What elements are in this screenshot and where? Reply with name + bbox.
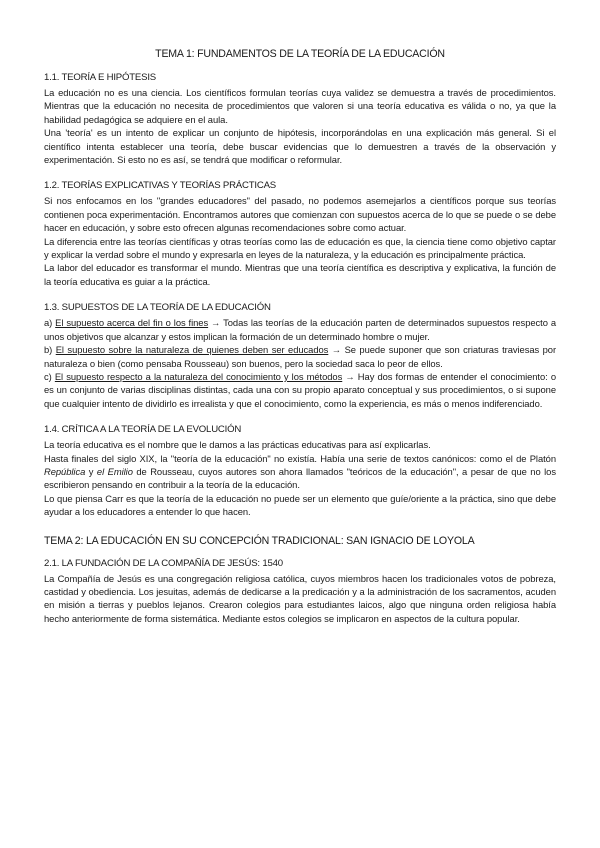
paragraph: La Compañía de Jesús es una congregación religiosa católica, cuyos miembros hacen los tradicionales votos de pobreza, castidad y obediencia. Los jesuitas, además de dedicarse a la predicación y a la administración de los sacramentos, acuden en misión a tierras y pueblos lejanos. Crearon colegios para estudiantes laicos, algo que ninguna orden religiosa había hecho anteriormente de forma sistemática. Mediante estos colegios se implicaron en aspectos de la cultura popular. [44, 572, 556, 624]
paragraph: La diferencia entre las teorías científicas y otras teorías como las de educación es que, la ciencia tiene como objetivo captar y explicar la verdad sobre el mundo y expresarla en leyes de la naturaleza, y la educación es principalmente práctica. [44, 235, 556, 261]
section-2-1-heading: 2.1. LA FUNDACIÓN DE LA COMPAÑÍA DE JESÚS: 1540 [44, 557, 283, 569]
section-1-4 [44, 424, 556, 518]
section-1-4-heading: 1.4. CRÍTICA A LA TEORÍA DE LA EVOLUCIÓN [44, 424, 242, 436]
supuesto-b-title: El supuesto sobre la naturaleza de quienes deben ser educados [55, 344, 329, 356]
tema-2-title: TEMA 2: LA EDUCACIÓN EN SU CONCEPCIÓN TRADICIONAL: SAN IGNACIO DE LOYOLA [44, 534, 475, 547]
text-run: y [85, 465, 97, 477]
supuesto-c-title: El supuesto respecto a la naturaleza del conocimiento y los métodos [54, 370, 343, 382]
paragraph: Una 'teoría' es un intento de explicar un conjunto de hipótesis, incorporándolas en una explicación más general. Si el científico intenta establecer una teoría, debe buscar evidencias que lo demuestren a través de la observación y experimentación. Si esto no es así, se tendrá que modificar o reformular. [44, 127, 556, 166]
tema-1-title: TEMA 1: FUNDAMENTOS DE LA TEORÍA DE LA EDUCACIÓN [155, 48, 445, 60]
supuesto-a-title: El supuesto acerca del fin o los fines [55, 317, 209, 329]
list-marker: b) [44, 344, 56, 356]
section-1-2-heading: 1.2. TEORÍAS EXPLICATIVAS Y TEORÍAS PRÁCTICAS [44, 180, 276, 192]
supuesto-a-text: → Todas las teorías de la educación parten de determinados supuestos respecto a unos objetivos que alcanzar y estos implican la formación de un determinado hombre o mujer. [44, 317, 556, 342]
section-1-3 [44, 302, 556, 410]
book-title-republica: República [44, 465, 86, 477]
supuesto-c-text: → Hay dos formas de entender el conocimiento: o es un conjunto de varias disciplinas distintas, cada una con su propio aparato conceptual y sus procedimientos, o si supone que cualquier intento de dividirlo es irrealista y que el conocimiento, como la experiencia, es más o menos indiferenciado. [44, 370, 556, 409]
section-1-1 [44, 72, 556, 166]
document-page [44, 42, 556, 639]
text-run: de Rousseau, cuyos autores son ahora llamados "teóricos de la educación", a pesar de que no los escribieron pensando en contribuir a la teoría de la educación. [44, 465, 556, 491]
paragraph: Lo que piensa Carr es que la teoría de la educación no puede ser un elemento que guíe/oriente a la práctica, sino que debe ayudar a los educadores a entender lo que hacen. [44, 492, 556, 518]
list-marker: a) [44, 317, 56, 329]
section-1-1-heading: 1.1. TEORÍA E HIPÓTESIS [44, 72, 156, 83]
paragraph: Si nos enfocamos en los "grandes educadores" del pasado, no podemos asemejarlos a científicos porque sus teorías contienen poca experimentación. Encontramos autores que comienzan con supuestos acerca de lo que se puede o se debe hacer en educación, y sobre esto ofrecen algunas recomendaciones sobre como actuar. [44, 195, 556, 234]
section-1-3-heading: 1.3. SUPUESTOS DE LA TEORÍA DE LA EDUCACIÓN [44, 302, 271, 314]
paragraph: La labor del educador es transformar el mundo. Mientras que una teoría científica es descriptiva y explicativa, la función de la teoría educativa es guiar a la práctica. [44, 262, 556, 287]
paragraph [44, 452, 556, 492]
supuesto-a [44, 316, 556, 343]
paragraph: La teoría educativa es el nombre que le damos a las prácticas educativas para así explicarlas. [44, 439, 431, 451]
paragraph: La educación no es una ciencia. Los científicos formulan teorías cuya validez se demuestra a través de procedimientos. Mientras que la educación no necesita de procedimientos que valoren si una teoría educativa es válida o no, ya que la habilidad pedagógica se adquiere en el aula. [44, 87, 556, 125]
section-2-1 [44, 558, 556, 626]
supuesto-c [44, 370, 556, 410]
supuesto-b-text: → Se puede suponer que son criaturas traviesas por naturaleza o bien (como pensaba Rousseau) son buenos, pero la sociedad saca lo peor de ellos. [44, 344, 557, 369]
text-run: Hasta finales del siglo XIX, la "teoría de la educación" no existía. Había una serie de textos canónicos: como el de Platón [44, 452, 556, 464]
list-marker: c) [44, 370, 55, 382]
supuesto-b [44, 343, 556, 370]
section-1-2 [44, 180, 556, 288]
book-title-emilio: el Emilio [96, 465, 133, 477]
